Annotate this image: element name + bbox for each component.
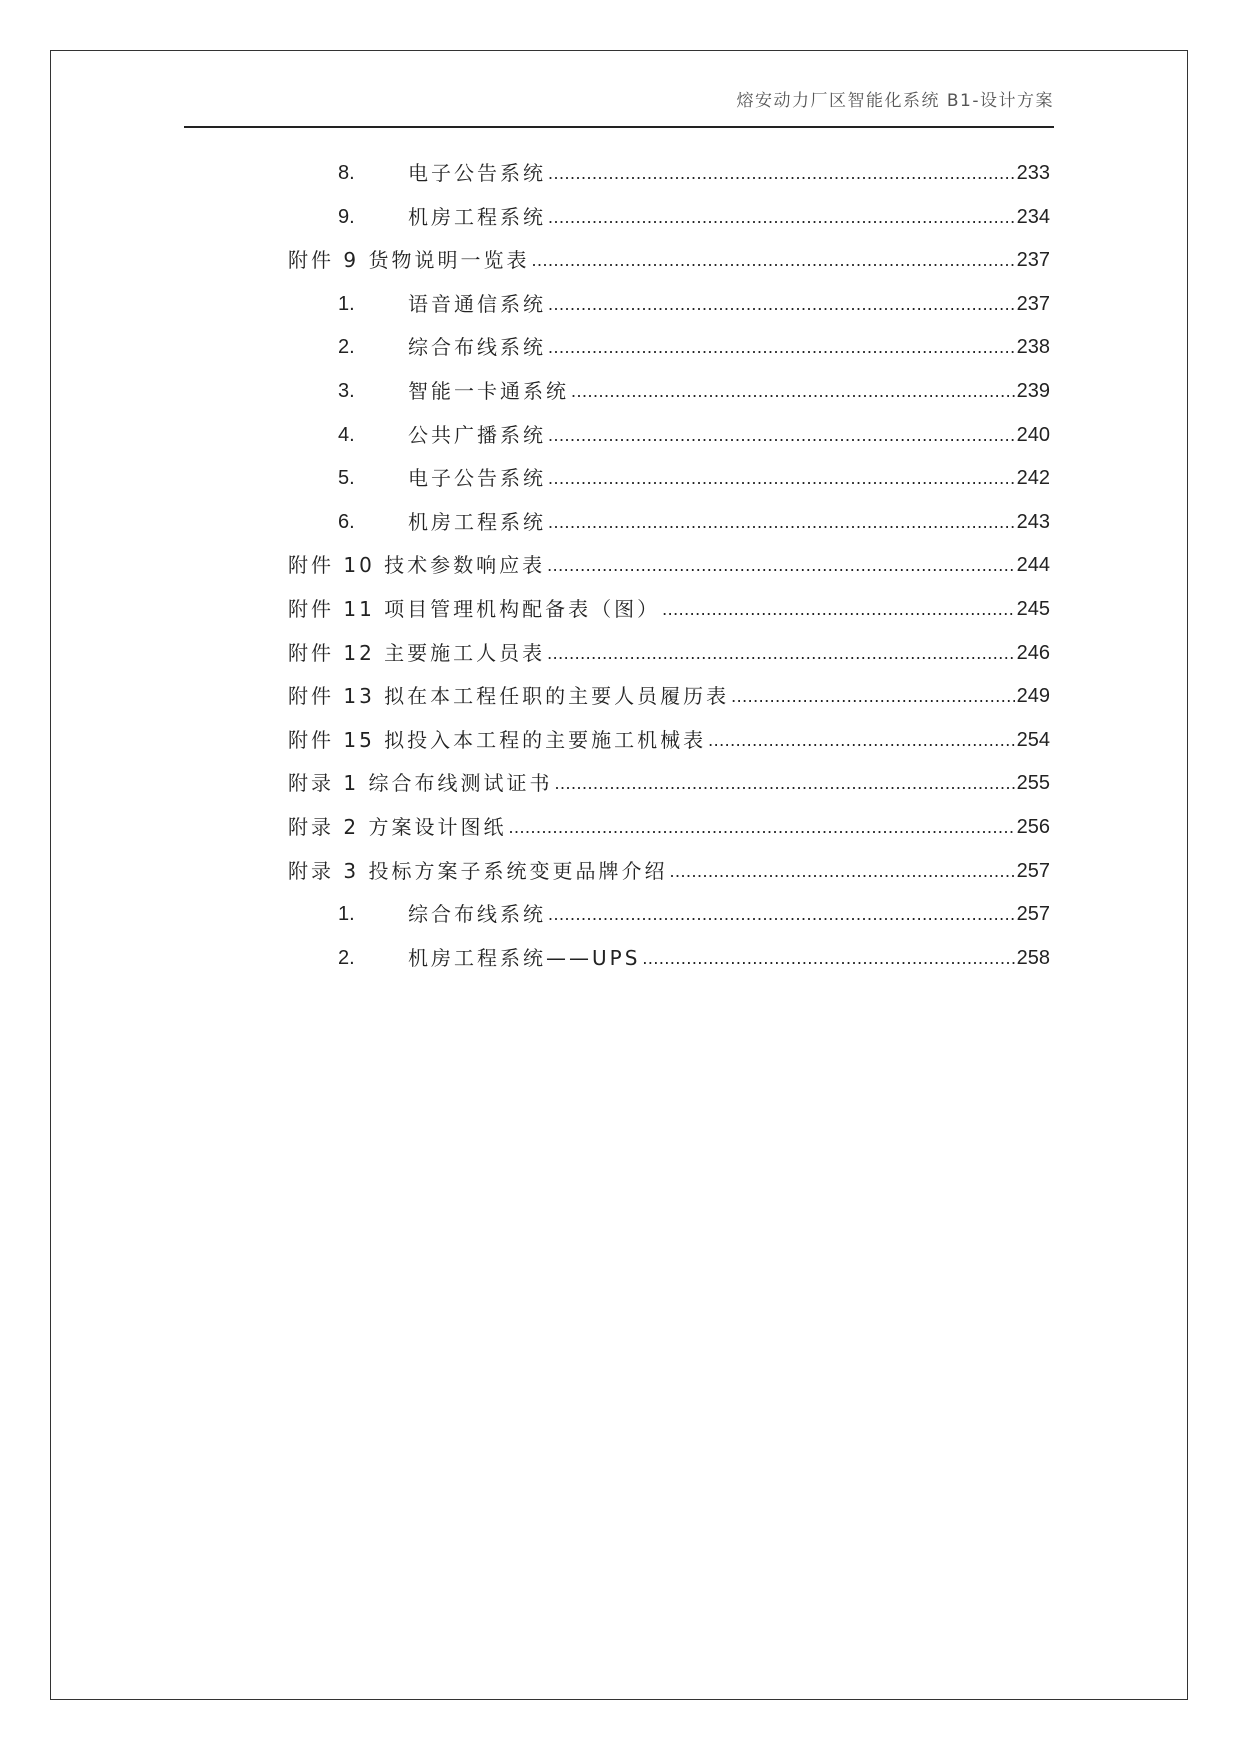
toc-entry[interactable] — [338, 420, 1050, 450]
toc-entry-page: 234 — [1016, 205, 1050, 228]
running-header: 熔安动力厂区智能化系统 B1-设计方案 — [736, 91, 1054, 111]
toc-entry-title: 智能一卡通系统 — [408, 379, 569, 403]
toc-entry-title: 语音通信系统 — [408, 291, 546, 316]
toc-dot-leader — [731, 681, 1014, 711]
toc-entry-page: 237 — [1016, 292, 1050, 315]
toc-entry-title: 附件 13 拟在本工程任职的主要人员履历表 — [288, 684, 730, 709]
toc-entry[interactable] — [338, 463, 1050, 493]
toc-entry-number: 1. — [338, 903, 355, 926]
toc-dot-leader — [708, 725, 1014, 755]
toc-entry-page: 233 — [1016, 162, 1050, 184]
toc-dot-leader — [662, 594, 1014, 624]
toc-dot-leader — [548, 463, 1015, 493]
toc-entry-title: 综合布线系统 — [408, 902, 546, 927]
toc-entry[interactable] — [288, 245, 1050, 275]
toc-entry[interactable] — [338, 899, 1050, 929]
toc-entry-page: 245 — [1016, 598, 1050, 620]
toc-entry-number: 2. — [338, 336, 355, 359]
toc-dot-leader — [548, 899, 1015, 929]
toc-entry-page: 258 — [1016, 946, 1050, 969]
toc-dot-leader — [669, 856, 1014, 886]
toc-dot-leader — [508, 812, 1014, 842]
toc-dot-leader — [548, 158, 1015, 188]
toc-entry[interactable] — [288, 856, 1050, 886]
toc-entry-page: 239 — [1016, 380, 1050, 402]
toc-entry-number: 4. — [338, 423, 355, 446]
toc-entry-number: 2. — [338, 946, 355, 969]
toc-entry-number: 6. — [338, 510, 355, 533]
toc-entry-title: 附件 15 拟投入本工程的主要施工机械表 — [288, 727, 707, 752]
toc-entry[interactable] — [338, 202, 1050, 232]
toc-entry-page: 256 — [1016, 816, 1050, 838]
toc-entry-page: 238 — [1016, 336, 1050, 359]
toc-dot-leader — [548, 332, 1015, 362]
toc-entry-title: 附录 1 综合布线测试证书 — [288, 771, 553, 796]
toc-entry-title: 附录 3 投标方案子系统变更品牌介绍 — [288, 858, 668, 883]
toc-entry[interactable] — [288, 638, 1050, 668]
toc-entry-title: 机房工程系统 — [408, 509, 546, 534]
toc-entry-title: 附件 10 技术参数响应表 — [288, 553, 546, 578]
toc-entry[interactable] — [338, 507, 1050, 537]
toc-entry-number: 9. — [338, 205, 355, 228]
toc-entry-page: 240 — [1016, 423, 1050, 446]
toc-entry-page: 242 — [1016, 467, 1050, 490]
toc-entry[interactable] — [338, 376, 1050, 406]
toc-entry[interactable] — [338, 289, 1050, 319]
toc-entry-title: 附件 11 项目管理机构配备表（图） — [288, 597, 661, 621]
toc-dot-leader — [531, 245, 1014, 275]
toc-dot-leader — [548, 202, 1015, 232]
toc-dot-leader — [548, 507, 1015, 537]
toc-dot-leader — [547, 550, 1014, 580]
toc-entry-title: 附录 2 方案设计图纸 — [288, 815, 507, 839]
toc-entry[interactable] — [338, 332, 1050, 362]
toc-entry-page: 244 — [1016, 554, 1050, 577]
toc-entry-title: 电子公告系统 — [408, 161, 546, 185]
toc-entry[interactable] — [288, 725, 1050, 755]
toc-entry-page: 254 — [1016, 728, 1050, 751]
toc-entry-page: 243 — [1016, 510, 1050, 533]
toc-dot-leader — [548, 420, 1015, 450]
toc-entry-number: 1. — [338, 292, 355, 315]
toc-dot-leader — [547, 638, 1014, 668]
toc-dot-leader — [571, 376, 1015, 406]
toc-entry[interactable] — [288, 812, 1050, 842]
toc-entry[interactable] — [288, 768, 1050, 798]
toc-entry-number: 8. — [338, 162, 355, 184]
toc-entry[interactable] — [288, 550, 1050, 580]
toc-entry[interactable] — [338, 943, 1050, 973]
toc-entry-title: 附件 9 货物说明一览表 — [288, 248, 530, 273]
toc-entry-page: 257 — [1016, 903, 1050, 926]
toc-entry-page: 257 — [1016, 859, 1050, 882]
toc-entry-page: 249 — [1016, 685, 1050, 708]
toc-entry[interactable] — [288, 594, 1050, 624]
toc-dot-leader — [548, 289, 1015, 319]
toc-dot-leader — [642, 943, 1014, 973]
toc-entry-title: 机房工程系统 — [408, 204, 546, 229]
toc-entry-title: 公共广播系统 — [408, 422, 546, 447]
header-rule — [184, 126, 1054, 128]
toc-entry[interactable] — [288, 681, 1050, 711]
toc-entry-title: 电子公告系统 — [408, 466, 546, 491]
toc-entry-title: 机房工程系统——UPS — [408, 945, 641, 970]
toc-entry[interactable] — [338, 158, 1050, 188]
toc-entry-page: 237 — [1016, 249, 1050, 272]
toc-entry-title: 综合布线系统 — [408, 335, 546, 360]
toc-entry-number: 5. — [338, 467, 355, 490]
toc-dot-leader — [554, 768, 1014, 798]
toc-entry-page: 246 — [1016, 641, 1050, 664]
toc-entry-number: 3. — [338, 380, 355, 402]
toc-entry-page: 255 — [1016, 772, 1050, 795]
toc-entry-title: 附件 12 主要施工人员表 — [288, 640, 546, 665]
